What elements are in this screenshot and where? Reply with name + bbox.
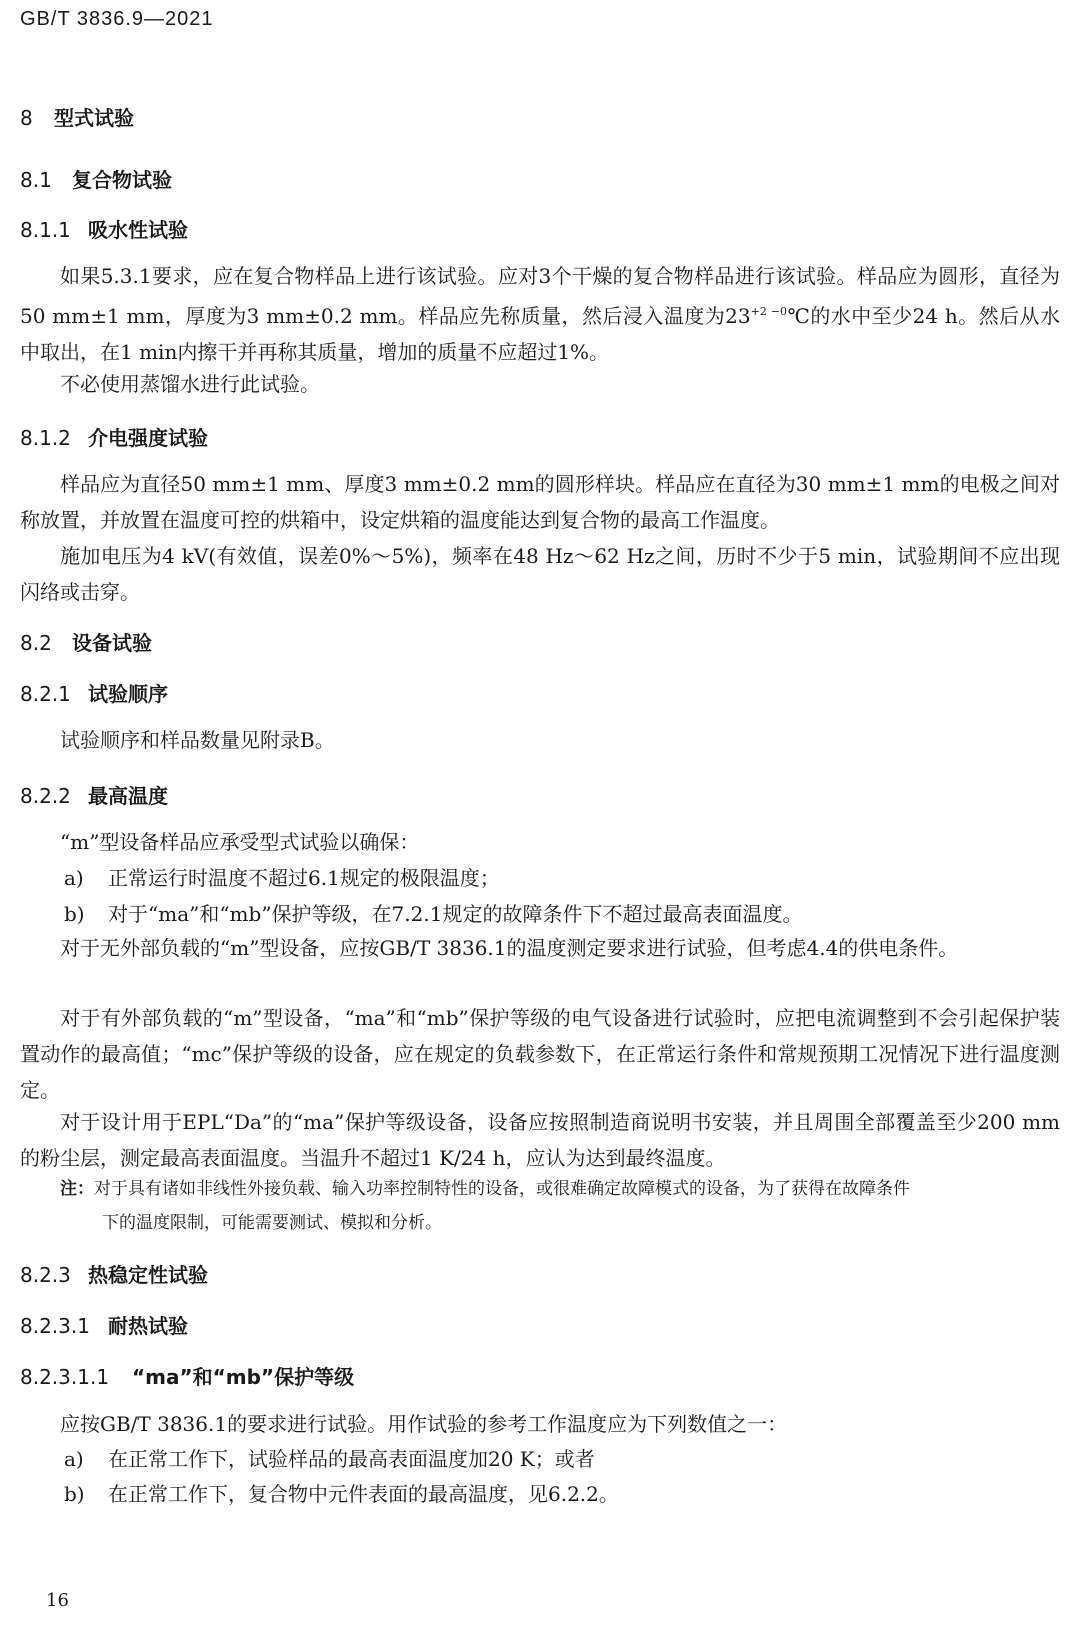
paragraph-8-2-2-4: 对于设计用于EPL“Da”的“ma”保护等级设备，设备应按照制造商说明书安装，并且周围全部覆盖至少200 mm的粉尘层，测定最高表面温度。当温升不超过1 K/24 h，应认为达到最终温度。 bbox=[20, 1110, 1060, 1170]
text-run: 如果5.3.1要求，应在复合物样品上进行该试验。应对3个干燥的复合物样品进行该试验。样品应为圆形，直径为50 mm±1 mm，厚度为3 mm±0.2 mm。样品应先称质量，然后浸入温度为23 bbox=[20, 264, 1060, 328]
heading-number: 8 bbox=[20, 106, 33, 130]
heading-8-1-2 bbox=[20, 422, 208, 451]
paragraph-8-1-1 bbox=[20, 258, 1060, 370]
list-text: 正常运行时温度不超过6.1规定的极限温度； bbox=[108, 866, 500, 890]
heading-number: 8.1 bbox=[20, 168, 52, 192]
heading-number: 8.2 bbox=[20, 631, 52, 655]
heading-title: 试验顺序 bbox=[88, 682, 168, 706]
note-continuation: 下的温度限制，可能需要测试、模拟和分析。 bbox=[102, 1213, 442, 1233]
note-text: 对于具有诸如非线性外接负载、输入功率控制特性的设备，或很难确定故障模式的设备，为了获得在故障条件 bbox=[94, 1179, 910, 1199]
standard-header: GB/T 3836.9—2021 bbox=[20, 8, 214, 30]
heading-8-1 bbox=[20, 164, 172, 193]
paragraph-8-2-2-3: 对于有外部负载的“m”型设备，“ma”和“mb”保护等级的电气设备进行试验时，应把电流调整到不会引起保护装置动作的最高值；“mc”保护等级的设备，应在规定的负载参数下，在正常运行条件和常规预期工况情况下进行温度测定。 bbox=[20, 1006, 1060, 1102]
heading-number: 8.2.3 bbox=[20, 1263, 71, 1287]
list-text: 对于“ma”和“mb”保护等级，在7.2.1规定的故障条件下不超过最高表面温度。 bbox=[108, 902, 803, 926]
list-item-a bbox=[64, 860, 1064, 896]
note-label: 注： bbox=[60, 1179, 94, 1199]
paragraph-8-1-2-1: 样品应为直径50 mm±1 mm、厚度3 mm±0.2 mm的圆形样块。样品应在直径为30 mm±1 mm的电极之间对称放置，并放置在温度可控的烘箱中，设定烘箱的温度能达到复合物的最高工作温度。 bbox=[20, 472, 1060, 532]
list-item-a bbox=[64, 1441, 1064, 1477]
paragraph-8-1-2-2: 施加电压为4 kV(有效值，误差0%～5%)，频率在48 Hz～62 Hz之间，历时不少于5 min，试验期间不应出现闪络或击穿。 bbox=[20, 544, 1060, 604]
heading-title: 耐热试验 bbox=[108, 1314, 188, 1338]
heading-8 bbox=[20, 102, 134, 131]
paragraph-8-2-3-1-1: 应按GB/T 3836.1的要求进行试验。用作试验的参考工作温度应为下列数值之一： bbox=[60, 1412, 788, 1436]
text-run: ℃的水中至少24 h。然后从水中取出，在1 min内擦干并再称其质量，增加的质量不应超过1%。 bbox=[20, 304, 1060, 364]
heading-8-2-3-1-1 bbox=[20, 1361, 354, 1390]
heading-title: 最高温度 bbox=[88, 784, 168, 808]
paragraph-8-2-2-2: 对于无外部负载的“m”型设备，应按GB/T 3836.1的温度测定要求进行试验，但考虑4.4的供电条件。 bbox=[60, 936, 959, 960]
heading-8-2-3-1 bbox=[20, 1310, 188, 1339]
heading-number: 8.2.2 bbox=[20, 784, 71, 808]
heading-title: 热稳定性试验 bbox=[88, 1263, 208, 1287]
heading-title: 吸水性试验 bbox=[88, 218, 188, 242]
page-number: 16 bbox=[46, 1590, 69, 1611]
heading-8-2-3 bbox=[20, 1259, 208, 1288]
heading-number: 8.2.1 bbox=[20, 682, 71, 706]
list-label: b) bbox=[64, 1482, 85, 1506]
heading-number: 8.2.3.1 bbox=[20, 1314, 90, 1338]
temperature-tolerance: +2 −0 bbox=[750, 305, 788, 318]
heading-title: 复合物试验 bbox=[72, 168, 172, 192]
heading-title: 介电强度试验 bbox=[88, 426, 208, 450]
list-label: a) bbox=[64, 866, 84, 890]
heading-number: 8.1.2 bbox=[20, 426, 71, 450]
heading-number: 8.1.1 bbox=[20, 218, 71, 242]
heading-8-2 bbox=[20, 627, 152, 656]
heading-8-2-2 bbox=[20, 780, 168, 809]
paragraph-8-2-2-intro: “m”型设备样品应承受型式试验以确保： bbox=[60, 830, 420, 854]
paragraph-8-2-1: 试验顺序和样品数量见附录B。 bbox=[60, 728, 335, 752]
heading-title: “ma”和“mb”保护等级 bbox=[132, 1365, 355, 1389]
note bbox=[60, 1172, 1060, 1206]
heading-title: 型式试验 bbox=[54, 106, 134, 130]
list-item-b bbox=[64, 896, 1064, 932]
list-label: b) bbox=[64, 902, 85, 926]
heading-number: 8.2.3.1.1 bbox=[20, 1365, 110, 1389]
list-text: 在正常工作下，复合物中元件表面的最高温度，见6.2.2。 bbox=[108, 1482, 619, 1506]
list-label: a) bbox=[64, 1447, 84, 1471]
list-item-b bbox=[64, 1476, 1064, 1512]
list-text: 在正常工作下，试验样品的最高表面温度加20 K；或者 bbox=[108, 1447, 595, 1471]
heading-8-2-1 bbox=[20, 678, 168, 707]
heading-title: 设备试验 bbox=[72, 631, 152, 655]
heading-8-1-1 bbox=[20, 214, 188, 243]
paragraph-8-1-1-2: 不必使用蒸馏水进行此试验。 bbox=[60, 372, 320, 396]
